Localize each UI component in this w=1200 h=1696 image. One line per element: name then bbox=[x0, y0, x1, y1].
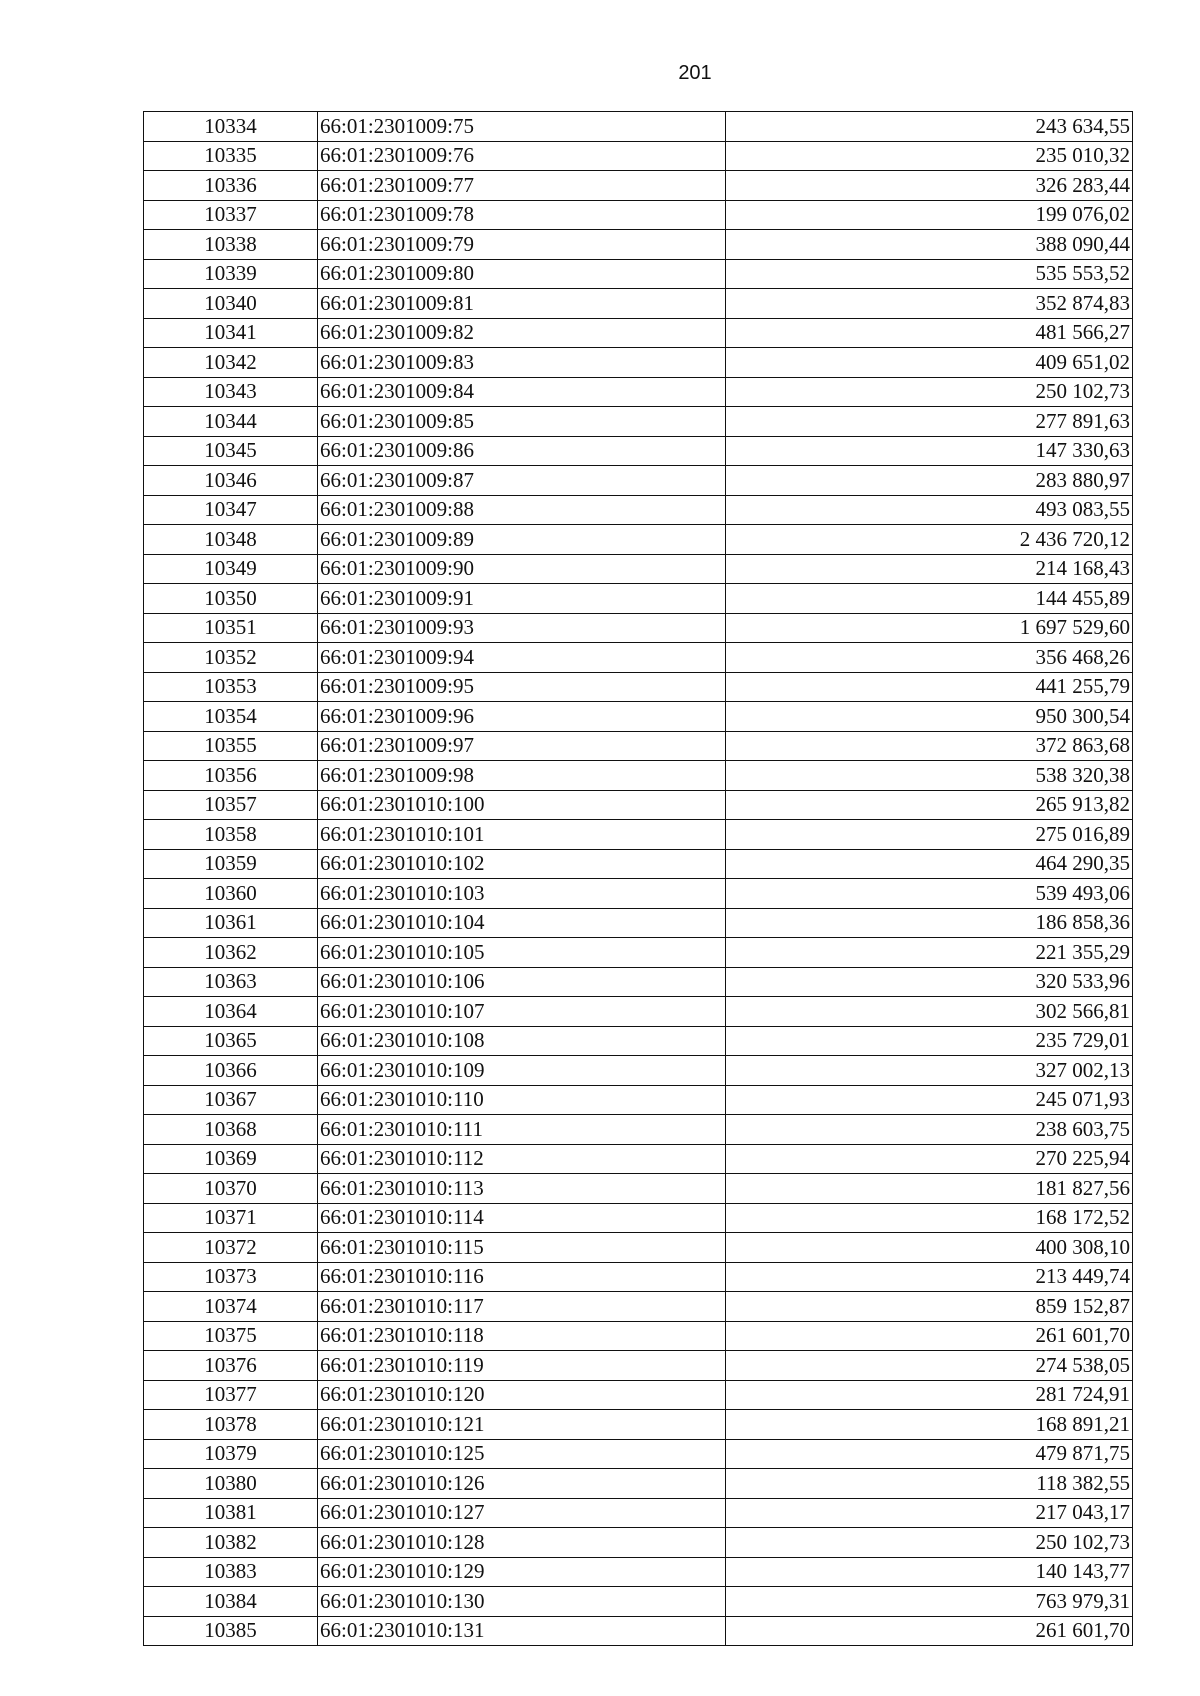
cadastral-number-cell: 66:01:2301010:104 bbox=[318, 908, 726, 938]
row-number-cell: 10382 bbox=[144, 1528, 318, 1558]
cadastral-number-cell: 66:01:2301010:112 bbox=[318, 1144, 726, 1174]
table-row bbox=[144, 407, 1133, 437]
row-number-cell: 10343 bbox=[144, 377, 318, 407]
cadastral-number-cell: 66:01:2301009:98 bbox=[318, 761, 726, 791]
row-number-cell: 10358 bbox=[144, 820, 318, 850]
table-row bbox=[144, 672, 1133, 702]
row-number-cell: 10376 bbox=[144, 1351, 318, 1381]
cadastral-value-cell: 275 016,89 bbox=[726, 820, 1133, 850]
row-number-cell: 10360 bbox=[144, 879, 318, 909]
cadastral-number-cell: 66:01:2301009:85 bbox=[318, 407, 726, 437]
table-row bbox=[144, 613, 1133, 643]
cadastral-value-cell: 388 090,44 bbox=[726, 230, 1133, 260]
row-number-cell: 10367 bbox=[144, 1085, 318, 1115]
cadastral-value-cell: 400 308,10 bbox=[726, 1233, 1133, 1263]
row-number-cell: 10357 bbox=[144, 790, 318, 820]
cadastral-value-cell: 2 436 720,12 bbox=[726, 525, 1133, 555]
cadastral-number-cell: 66:01:2301010:120 bbox=[318, 1380, 726, 1410]
table-row bbox=[144, 1262, 1133, 1292]
cadastral-number-cell: 66:01:2301009:94 bbox=[318, 643, 726, 673]
table-row bbox=[144, 1410, 1133, 1440]
cadastral-value-cell: 302 566,81 bbox=[726, 997, 1133, 1027]
cadastral-value-cell: 238 603,75 bbox=[726, 1115, 1133, 1145]
row-number-cell: 10372 bbox=[144, 1233, 318, 1263]
row-number-cell: 10361 bbox=[144, 908, 318, 938]
table-row bbox=[144, 1203, 1133, 1233]
row-number-cell: 10347 bbox=[144, 495, 318, 525]
table-row bbox=[144, 495, 1133, 525]
row-number-cell: 10375 bbox=[144, 1321, 318, 1351]
table-row bbox=[144, 318, 1133, 348]
table-row bbox=[144, 112, 1133, 142]
row-number-cell: 10352 bbox=[144, 643, 318, 673]
row-number-cell: 10368 bbox=[144, 1115, 318, 1145]
cadastral-number-cell: 66:01:2301009:76 bbox=[318, 141, 726, 171]
row-number-cell: 10383 bbox=[144, 1557, 318, 1587]
cadastral-value-cell: 181 827,56 bbox=[726, 1174, 1133, 1204]
row-number-cell: 10338 bbox=[144, 230, 318, 260]
cadastral-number-cell: 66:01:2301010:100 bbox=[318, 790, 726, 820]
table-row bbox=[144, 967, 1133, 997]
cadastral-number-cell: 66:01:2301009:79 bbox=[318, 230, 726, 260]
cadastral-value-cell: 140 143,77 bbox=[726, 1557, 1133, 1587]
cadastral-value-cell: 235 010,32 bbox=[726, 141, 1133, 171]
cadastral-number-cell: 66:01:2301010:107 bbox=[318, 997, 726, 1027]
table-row bbox=[144, 259, 1133, 289]
row-number-cell: 10336 bbox=[144, 171, 318, 201]
cadastral-value-cell: 1 697 529,60 bbox=[726, 613, 1133, 643]
table-row bbox=[144, 1351, 1133, 1381]
cadastral-value-cell: 479 871,75 bbox=[726, 1439, 1133, 1469]
row-number-cell: 10380 bbox=[144, 1469, 318, 1499]
cadastral-number-cell: 66:01:2301009:80 bbox=[318, 259, 726, 289]
table-row bbox=[144, 436, 1133, 466]
cadastral-number-cell: 66:01:2301009:84 bbox=[318, 377, 726, 407]
cadastral-number-cell: 66:01:2301010:109 bbox=[318, 1056, 726, 1086]
row-number-cell: 10365 bbox=[144, 1026, 318, 1056]
cadastral-number-cell: 66:01:2301009:97 bbox=[318, 731, 726, 761]
table-row bbox=[144, 1292, 1133, 1322]
cadastral-number-cell: 66:01:2301009:89 bbox=[318, 525, 726, 555]
row-number-cell: 10364 bbox=[144, 997, 318, 1027]
cadastral-value-cell: 352 874,83 bbox=[726, 289, 1133, 319]
row-number-cell: 10359 bbox=[144, 849, 318, 879]
table-row bbox=[144, 348, 1133, 378]
cadastral-number-cell: 66:01:2301010:127 bbox=[318, 1498, 726, 1528]
cadastral-number-cell: 66:01:2301009:87 bbox=[318, 466, 726, 496]
cadastral-value-cell: 243 634,55 bbox=[726, 112, 1133, 142]
table-row bbox=[144, 171, 1133, 201]
row-number-cell: 10371 bbox=[144, 1203, 318, 1233]
cadastral-value-cell: 281 724,91 bbox=[726, 1380, 1133, 1410]
row-number-cell: 10334 bbox=[144, 112, 318, 142]
table-row bbox=[144, 1233, 1133, 1263]
page-number: 201 bbox=[678, 62, 712, 84]
row-number-cell: 10381 bbox=[144, 1498, 318, 1528]
table-row bbox=[144, 1587, 1133, 1617]
table-row bbox=[144, 1528, 1133, 1558]
table-row bbox=[144, 1056, 1133, 1086]
cadastral-value-cell: 535 553,52 bbox=[726, 259, 1133, 289]
cadastral-number-cell: 66:01:2301010:103 bbox=[318, 879, 726, 909]
row-number-cell: 10374 bbox=[144, 1292, 318, 1322]
cadastral-value-cell: 199 076,02 bbox=[726, 200, 1133, 230]
cadastral-number-cell: 66:01:2301010:110 bbox=[318, 1085, 726, 1115]
cadastral-number-cell: 66:01:2301009:90 bbox=[318, 554, 726, 584]
table-row bbox=[144, 1380, 1133, 1410]
cadastral-number-cell: 66:01:2301010:114 bbox=[318, 1203, 726, 1233]
cadastral-value-cell: 277 891,63 bbox=[726, 407, 1133, 437]
table-row bbox=[144, 820, 1133, 850]
table-row bbox=[144, 1321, 1133, 1351]
row-number-cell: 10344 bbox=[144, 407, 318, 437]
row-number-cell: 10369 bbox=[144, 1144, 318, 1174]
table-row bbox=[144, 702, 1133, 732]
cadastral-value-cell: 261 601,70 bbox=[726, 1321, 1133, 1351]
cadastral-value-cell: 147 330,63 bbox=[726, 436, 1133, 466]
cadastral-number-cell: 66:01:2301009:77 bbox=[318, 171, 726, 201]
cadastral-value-cell: 493 083,55 bbox=[726, 495, 1133, 525]
table-row bbox=[144, 1085, 1133, 1115]
table-row bbox=[144, 997, 1133, 1027]
table-row bbox=[144, 200, 1133, 230]
row-number-cell: 10366 bbox=[144, 1056, 318, 1086]
cadastral-value-cell: 235 729,01 bbox=[726, 1026, 1133, 1056]
cadastral-value-cell: 372 863,68 bbox=[726, 731, 1133, 761]
cadastral-value-cell: 441 255,79 bbox=[726, 672, 1133, 702]
row-number-cell: 10370 bbox=[144, 1174, 318, 1204]
cadastral-number-cell: 66:01:2301010:118 bbox=[318, 1321, 726, 1351]
table-row bbox=[144, 731, 1133, 761]
cadastral-number-cell: 66:01:2301010:102 bbox=[318, 849, 726, 879]
table-row bbox=[144, 584, 1133, 614]
table-row bbox=[144, 1557, 1133, 1587]
cadastral-number-cell: 66:01:2301009:78 bbox=[318, 200, 726, 230]
cadastral-number-cell: 66:01:2301010:130 bbox=[318, 1587, 726, 1617]
table-row bbox=[144, 1439, 1133, 1469]
table-row bbox=[144, 1469, 1133, 1499]
cadastral-number-cell: 66:01:2301009:88 bbox=[318, 495, 726, 525]
row-number-cell: 10384 bbox=[144, 1587, 318, 1617]
row-number-cell: 10339 bbox=[144, 259, 318, 289]
table-row bbox=[144, 879, 1133, 909]
cadastral-value-cell: 326 283,44 bbox=[726, 171, 1133, 201]
cadastral-value-cell: 274 538,05 bbox=[726, 1351, 1133, 1381]
cadastral-value-cell: 265 913,82 bbox=[726, 790, 1133, 820]
table-row bbox=[144, 1026, 1133, 1056]
table-row bbox=[144, 289, 1133, 319]
cadastral-number-cell: 66:01:2301010:126 bbox=[318, 1469, 726, 1499]
cadastral-value-cell: 213 449,74 bbox=[726, 1262, 1133, 1292]
cadastral-number-cell: 66:01:2301009:91 bbox=[318, 584, 726, 614]
cadastral-value-cell: 144 455,89 bbox=[726, 584, 1133, 614]
table-row bbox=[144, 643, 1133, 673]
table-row bbox=[144, 466, 1133, 496]
cadastral-number-cell: 66:01:2301009:81 bbox=[318, 289, 726, 319]
row-number-cell: 10362 bbox=[144, 938, 318, 968]
cadastral-value-cell: 168 172,52 bbox=[726, 1203, 1133, 1233]
row-number-cell: 10373 bbox=[144, 1262, 318, 1292]
cadastral-number-cell: 66:01:2301009:93 bbox=[318, 613, 726, 643]
cadastral-value-cell: 221 355,29 bbox=[726, 938, 1133, 968]
row-number-cell: 10335 bbox=[144, 141, 318, 171]
row-number-cell: 10350 bbox=[144, 584, 318, 614]
cadastral-number-cell: 66:01:2301009:75 bbox=[318, 112, 726, 142]
cadastral-number-cell: 66:01:2301010:125 bbox=[318, 1439, 726, 1469]
cadastral-value-cell: 950 300,54 bbox=[726, 702, 1133, 732]
cadastral-value-cell: 217 043,17 bbox=[726, 1498, 1133, 1528]
table-row bbox=[144, 1498, 1133, 1528]
cadastral-number-cell: 66:01:2301010:121 bbox=[318, 1410, 726, 1440]
row-number-cell: 10353 bbox=[144, 672, 318, 702]
table-row bbox=[144, 141, 1133, 171]
row-number-cell: 10342 bbox=[144, 348, 318, 378]
cadastral-number-cell: 66:01:2301010:128 bbox=[318, 1528, 726, 1558]
table-row bbox=[144, 849, 1133, 879]
row-number-cell: 10345 bbox=[144, 436, 318, 466]
cadastral-number-cell: 66:01:2301010:108 bbox=[318, 1026, 726, 1056]
row-number-cell: 10346 bbox=[144, 466, 318, 496]
row-number-cell: 10348 bbox=[144, 525, 318, 555]
cadastral-value-cell: 214 168,43 bbox=[726, 554, 1133, 584]
cadastral-number-cell: 66:01:2301010:119 bbox=[318, 1351, 726, 1381]
row-number-cell: 10385 bbox=[144, 1616, 318, 1646]
cadastral-number-cell: 66:01:2301009:86 bbox=[318, 436, 726, 466]
cadastral-value-cell: 409 651,02 bbox=[726, 348, 1133, 378]
table-row bbox=[144, 525, 1133, 555]
table-row bbox=[144, 908, 1133, 938]
table-row bbox=[144, 230, 1133, 260]
row-number-cell: 10379 bbox=[144, 1439, 318, 1469]
cadastral-value-cell: 763 979,31 bbox=[726, 1587, 1133, 1617]
cadastral-number-cell: 66:01:2301010:117 bbox=[318, 1292, 726, 1322]
cadastral-number-cell: 66:01:2301010:131 bbox=[318, 1616, 726, 1646]
registry-table bbox=[143, 111, 1133, 1646]
cadastral-value-cell: 859 152,87 bbox=[726, 1292, 1133, 1322]
cadastral-value-cell: 283 880,97 bbox=[726, 466, 1133, 496]
cadastral-value-cell: 168 891,21 bbox=[726, 1410, 1133, 1440]
cadastral-value-cell: 538 320,38 bbox=[726, 761, 1133, 791]
table-row bbox=[144, 1174, 1133, 1204]
cadastral-number-cell: 66:01:2301010:129 bbox=[318, 1557, 726, 1587]
row-number-cell: 10377 bbox=[144, 1380, 318, 1410]
registry-table-body bbox=[144, 112, 1133, 1646]
table-row bbox=[144, 938, 1133, 968]
cadastral-value-cell: 118 382,55 bbox=[726, 1469, 1133, 1499]
cadastral-number-cell: 66:01:2301009:96 bbox=[318, 702, 726, 732]
table-row bbox=[144, 761, 1133, 791]
cadastral-value-cell: 464 290,35 bbox=[726, 849, 1133, 879]
row-number-cell: 10351 bbox=[144, 613, 318, 643]
cadastral-value-cell: 327 002,13 bbox=[726, 1056, 1133, 1086]
table-row bbox=[144, 554, 1133, 584]
cadastral-value-cell: 539 493,06 bbox=[726, 879, 1133, 909]
table-row bbox=[144, 377, 1133, 407]
cadastral-value-cell: 186 858,36 bbox=[726, 908, 1133, 938]
cadastral-value-cell: 250 102,73 bbox=[726, 1528, 1133, 1558]
table-row bbox=[144, 1616, 1133, 1646]
table-row bbox=[144, 790, 1133, 820]
row-number-cell: 10354 bbox=[144, 702, 318, 732]
cadastral-number-cell: 66:01:2301009:95 bbox=[318, 672, 726, 702]
cadastral-number-cell: 66:01:2301009:82 bbox=[318, 318, 726, 348]
row-number-cell: 10356 bbox=[144, 761, 318, 791]
row-number-cell: 10349 bbox=[144, 554, 318, 584]
cadastral-value-cell: 320 533,96 bbox=[726, 967, 1133, 997]
row-number-cell: 10341 bbox=[144, 318, 318, 348]
cadastral-number-cell: 66:01:2301010:115 bbox=[318, 1233, 726, 1263]
cadastral-value-cell: 270 225,94 bbox=[726, 1144, 1133, 1174]
cadastral-value-cell: 481 566,27 bbox=[726, 318, 1133, 348]
table-row bbox=[144, 1144, 1133, 1174]
row-number-cell: 10340 bbox=[144, 289, 318, 319]
cadastral-value-cell: 261 601,70 bbox=[726, 1616, 1133, 1646]
row-number-cell: 10337 bbox=[144, 200, 318, 230]
cadastral-number-cell: 66:01:2301010:111 bbox=[318, 1115, 726, 1145]
cadastral-number-cell: 66:01:2301009:83 bbox=[318, 348, 726, 378]
row-number-cell: 10378 bbox=[144, 1410, 318, 1440]
cadastral-number-cell: 66:01:2301010:101 bbox=[318, 820, 726, 850]
row-number-cell: 10355 bbox=[144, 731, 318, 761]
cadastral-number-cell: 66:01:2301010:105 bbox=[318, 938, 726, 968]
table-row bbox=[144, 1115, 1133, 1145]
cadastral-number-cell: 66:01:2301010:106 bbox=[318, 967, 726, 997]
cadastral-value-cell: 250 102,73 bbox=[726, 377, 1133, 407]
cadastral-number-cell: 66:01:2301010:113 bbox=[318, 1174, 726, 1204]
cadastral-number-cell: 66:01:2301010:116 bbox=[318, 1262, 726, 1292]
row-number-cell: 10363 bbox=[144, 967, 318, 997]
cadastral-value-cell: 245 071,93 bbox=[726, 1085, 1133, 1115]
cadastral-value-cell: 356 468,26 bbox=[726, 643, 1133, 673]
